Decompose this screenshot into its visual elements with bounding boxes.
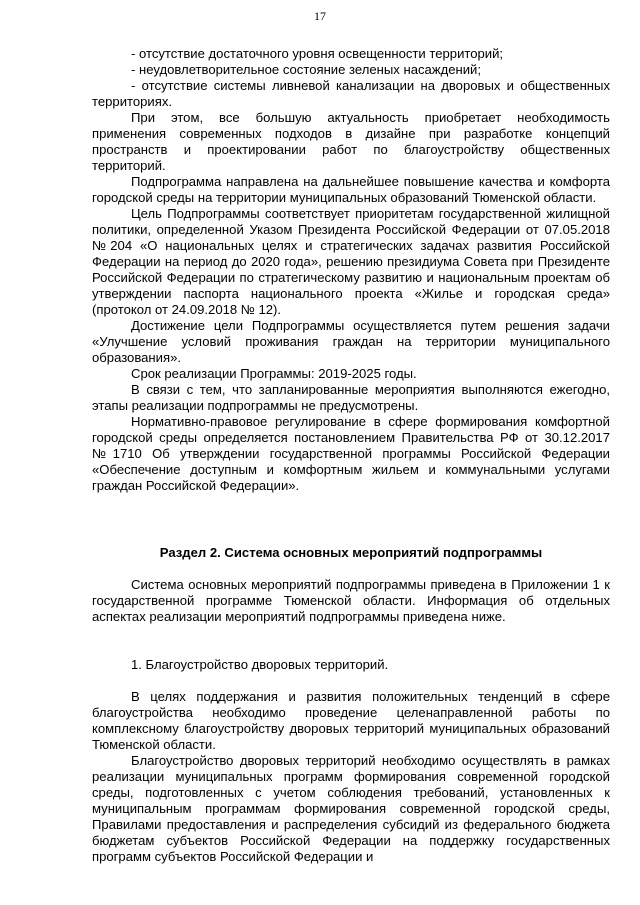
section-intro: Система основных мероприятий подпрограммы приведена в Приложении 1 к государственной программе Тюменской области. Информация об отдельных аспектах реализации мероприятий подпрограммы приведена ниже. <box>92 577 610 624</box>
page-number: 17 <box>314 9 326 23</box>
item-title-block <box>92 657 610 673</box>
section-heading: Раздел 2. Система основных мероприятий подпрограммы <box>159 545 543 560</box>
paragraph: Нормативно-правовое регулирование в сфере формирования комфортной городской среды определяется постановлением Правительства РФ от 30.12.2017 №1710 Об утверждении государственной программы Российской Федерации «Обеспечение доступным и комфортным жильем и коммунальными услугами граждан Российской Федерации». <box>92 414 610 493</box>
paragraph: В целях поддержания и развития положительных тенденций в сфере благоустройства необходимо проведение целенаправленной работы по комплексному благоустройству дворовых территорий муниципальных образований Тюменской области. <box>92 689 610 752</box>
item-title: 1. Благоустройство дворовых территорий. <box>131 657 389 672</box>
section-intro-block <box>92 577 610 625</box>
paragraph: Благоустройство дворовых территорий необходимо осуществлять в рамках реализации муниципальных программ формирования современной городской среды, подготовленных с учетом соблюдения требований, установленных к муниципальным программам формирования современной городской среды, Правилами предоставления и распределения субсидий из федерального бюджета бюджетам субъектов Российской Федерации на поддержку государственных программ субъектов Российской Федерации и <box>92 753 610 864</box>
paragraph: При этом, все большую актуальность приобретает необходимость применения современных подходов в дизайне при разработке концепций пространств и проектировании работ по благоустройству общественных территорий. <box>92 110 610 173</box>
paragraph: Подпрограмма направлена на дальнейшее повышение качества и комфорта городской среды на территории муниципальных образований Тюменской области. <box>92 174 610 205</box>
intro-paragraphs <box>92 110 610 494</box>
bullet-item: - отсутствие системы ливневой канализации на дворовых и общественных территориях. <box>92 78 610 109</box>
section-heading-block <box>92 545 610 561</box>
item-paragraphs <box>92 689 610 865</box>
bullet-item: - неудовлетворительное состояние зеленых насаждений; <box>131 62 482 77</box>
paragraph: Цель Подпрограммы соответствует приоритетам государственной жилищной политики, определенной Указом Президента Российской Федерации от 07.05.2018 №204 «О национальных целях и стратегических задачах развития Российской Федерации на период до 2020 года», решению президиума Совета при Президенте Российской Федерации по стратегическому развитию и национальным проектам об утверждении паспорта национального проекта «Жилье и городская среда» (протокол от 24.09.2018 № 12). <box>92 206 610 317</box>
paragraph: Достижение цели Подпрограммы осуществляется путем решения задачи «Улучшение условий проживания граждан на территории муниципального образования». <box>92 318 610 365</box>
bullet-item: - отсутствие достаточного уровня освещенности территорий; <box>131 46 504 61</box>
paragraph: Срок реализации Программы: 2019-2025 годы. <box>131 366 417 381</box>
paragraph: В связи с тем, что запланированные мероприятия выполняются ежегодно, этапы реализации подпрограммы не предусмотрены. <box>92 382 610 413</box>
bullet-list <box>92 46 610 110</box>
